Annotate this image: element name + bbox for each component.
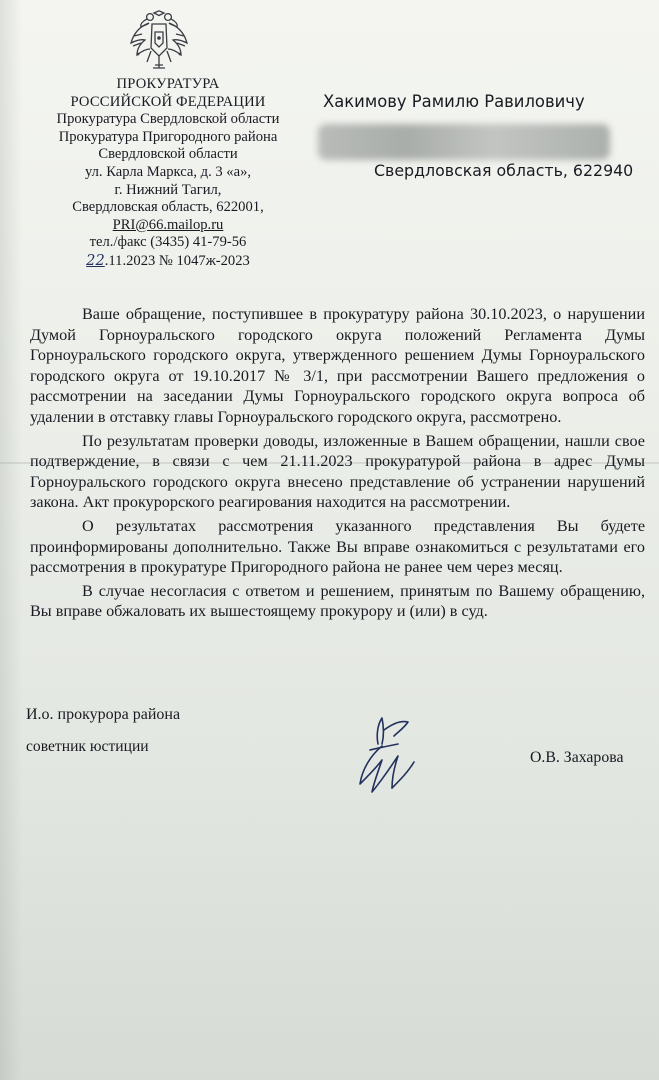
body-paragraph-2: По результатам проверки доводы, изложенные в Вашем обращении, нашли свое подтверждение, в связи с чем 21.11.2023 прокуратурой района в адрес Думы Горноуральского городского округа внесено представление об устранении нарушений закона. Акт прокурорского реагирования находится на рассмотрении. [30, 431, 645, 512]
body-paragraph-3: О результатах рассмотрения указанного представления Вы будете проинформированы дополнительно. Также Вы вправе ознакомиться с результатами его рассмотрения в прокуратуре Пригородного района не ранее чем через месяц. [30, 516, 645, 577]
sender-address-street: ул. Карла Маркса, д. 3 «а», [84, 163, 252, 180]
signer-name: О.В. Захарова [530, 749, 624, 766]
letter-date-rest: .11.2023 № 1047ж-2023 [104, 252, 250, 269]
sender-address-city: г. Нижний Тагил, [114, 181, 222, 198]
letter-body [30, 304, 645, 625]
sender-address-region: Свердловская область, 622001, [72, 199, 264, 216]
signatory-title: И.о. прокурора района [26, 706, 181, 723]
sender-org-line-3: Свердловской области [98, 146, 238, 163]
redacted-address [318, 124, 610, 160]
page-shadow [0, 0, 22, 1080]
recipient-name: Хакимову Рамилю Равиловичу [323, 92, 585, 111]
sender-email: PRI@66.mailop.ru [112, 216, 224, 233]
sender-phone: тел./факс (3435) 41-79-56 [89, 234, 247, 251]
handwritten-signature-icon [348, 710, 428, 802]
sender-org-line-1: Прокуратура Свердловской области [56, 111, 280, 128]
double-headed-eagle-emblem-icon [128, 10, 190, 72]
sender-block [48, 76, 288, 271]
sender-heading-line-2: РОССИЙСКОЙ ФЕДЕРАЦИИ [70, 93, 266, 110]
body-paragraph-4: В случае несогласия с ответом и решением, принятым по Вашему обращению, Вы вправе обжаловать их вышестоящему прокурору и (или) в суд. [30, 581, 645, 621]
signatory-rank: советник юстиции [26, 738, 149, 755]
letter-date-number [48, 252, 288, 271]
handwritten-date-day: 22 [86, 251, 105, 269]
sender-org-line-2: Прокуратура Пригородного района [58, 128, 278, 145]
recipient-region: Свердловская область, 622940 [374, 161, 634, 180]
body-paragraph-1: Ваше обращение, поступившее в прокуратуру района 30.10.2023, о нарушении Думой Горноуральского городского округа положений Регламента Думы Горноуральского городского округа, утвержденного решением Думы Горноуральского городского округа от 19.10.2017 № 3/1, при рассмотрении Вашего предложения о рассмотрении на заседании Думы Горноуральского городского округа вопроса об удалении в отставку главы Горноуральского городского округа, рассмотрено. [30, 305, 645, 426]
sender-heading-line-1: ПРОКУРАТУРА [116, 76, 220, 92]
